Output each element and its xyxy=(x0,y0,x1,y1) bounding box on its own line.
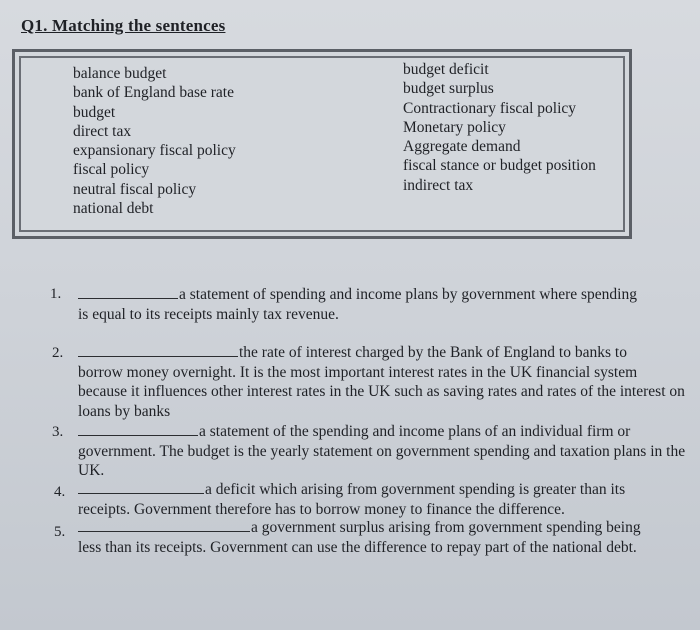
term-item: expansionary fiscal policy xyxy=(73,142,236,160)
term-item: budget xyxy=(73,103,116,121)
question-text xyxy=(78,517,688,557)
question-number: 1. xyxy=(50,286,62,302)
question-text xyxy=(78,479,688,519)
answer-blank[interactable] xyxy=(78,421,198,436)
term-item: fiscal policy xyxy=(73,161,150,179)
question-continuation: government. The budget is the yearly statement on government spending and taxation plans in the UK. xyxy=(78,442,686,479)
question-number: 5. xyxy=(54,524,66,540)
term-item: budget surplus xyxy=(403,80,494,98)
question-continuation: receipts. Government therefore has to borrow money to finance the difference. xyxy=(78,500,565,518)
term-item: Monetary policy xyxy=(403,118,506,136)
question-text xyxy=(78,284,688,324)
term-bank-box xyxy=(12,49,632,239)
question-line1: the rate of interest charged by the Bank of England to banks to xyxy=(239,344,627,361)
question-text xyxy=(78,421,688,481)
question-number: 3. xyxy=(52,424,64,440)
question-text xyxy=(78,342,688,421)
question-continuation: less than its receipts. Government can use the difference to repay part of the national debt. xyxy=(78,538,637,556)
question-number: 2. xyxy=(52,345,64,361)
question-line1: a statement of spending and income plans by government where spending xyxy=(179,286,637,303)
term-item: indirect tax xyxy=(403,176,474,194)
question-line1: a government surplus arising from government spending being xyxy=(251,519,641,536)
answer-blank[interactable] xyxy=(78,342,238,357)
term-list-right xyxy=(403,60,596,195)
term-item: neutral fiscal policy xyxy=(73,180,197,198)
term-item: direct tax xyxy=(73,122,132,140)
term-item: budget deficit xyxy=(403,61,489,78)
term-item: national debt xyxy=(73,200,154,218)
page-title: Q1. Matching the sentences xyxy=(21,16,226,35)
term-item: fiscal stance or budget position xyxy=(403,157,596,175)
term-item: balance budget xyxy=(73,65,167,82)
question-line1: a statement of the spending and income plans of an individual firm or xyxy=(199,423,631,440)
answer-blank[interactable] xyxy=(78,284,178,299)
term-list-left xyxy=(73,64,236,218)
term-item: bank of England base rate xyxy=(73,84,234,102)
question-continuation: is equal to its receipts mainly tax revenue. xyxy=(78,305,339,323)
question-continuation: borrow money overnight. It is the most important interest rates in the UK financial system because it influences other interest rates in the UK such as saving rates and rates of the interest on loans by banks xyxy=(78,363,685,420)
term-item: Aggregate demand xyxy=(403,138,521,156)
question-line1: a deficit which arising from government spending is greater than its xyxy=(205,481,626,498)
term-item: Contractionary fiscal policy xyxy=(403,99,577,117)
question-number: 4. xyxy=(54,484,66,500)
answer-blank[interactable] xyxy=(78,479,204,494)
answer-blank[interactable] xyxy=(78,517,250,532)
